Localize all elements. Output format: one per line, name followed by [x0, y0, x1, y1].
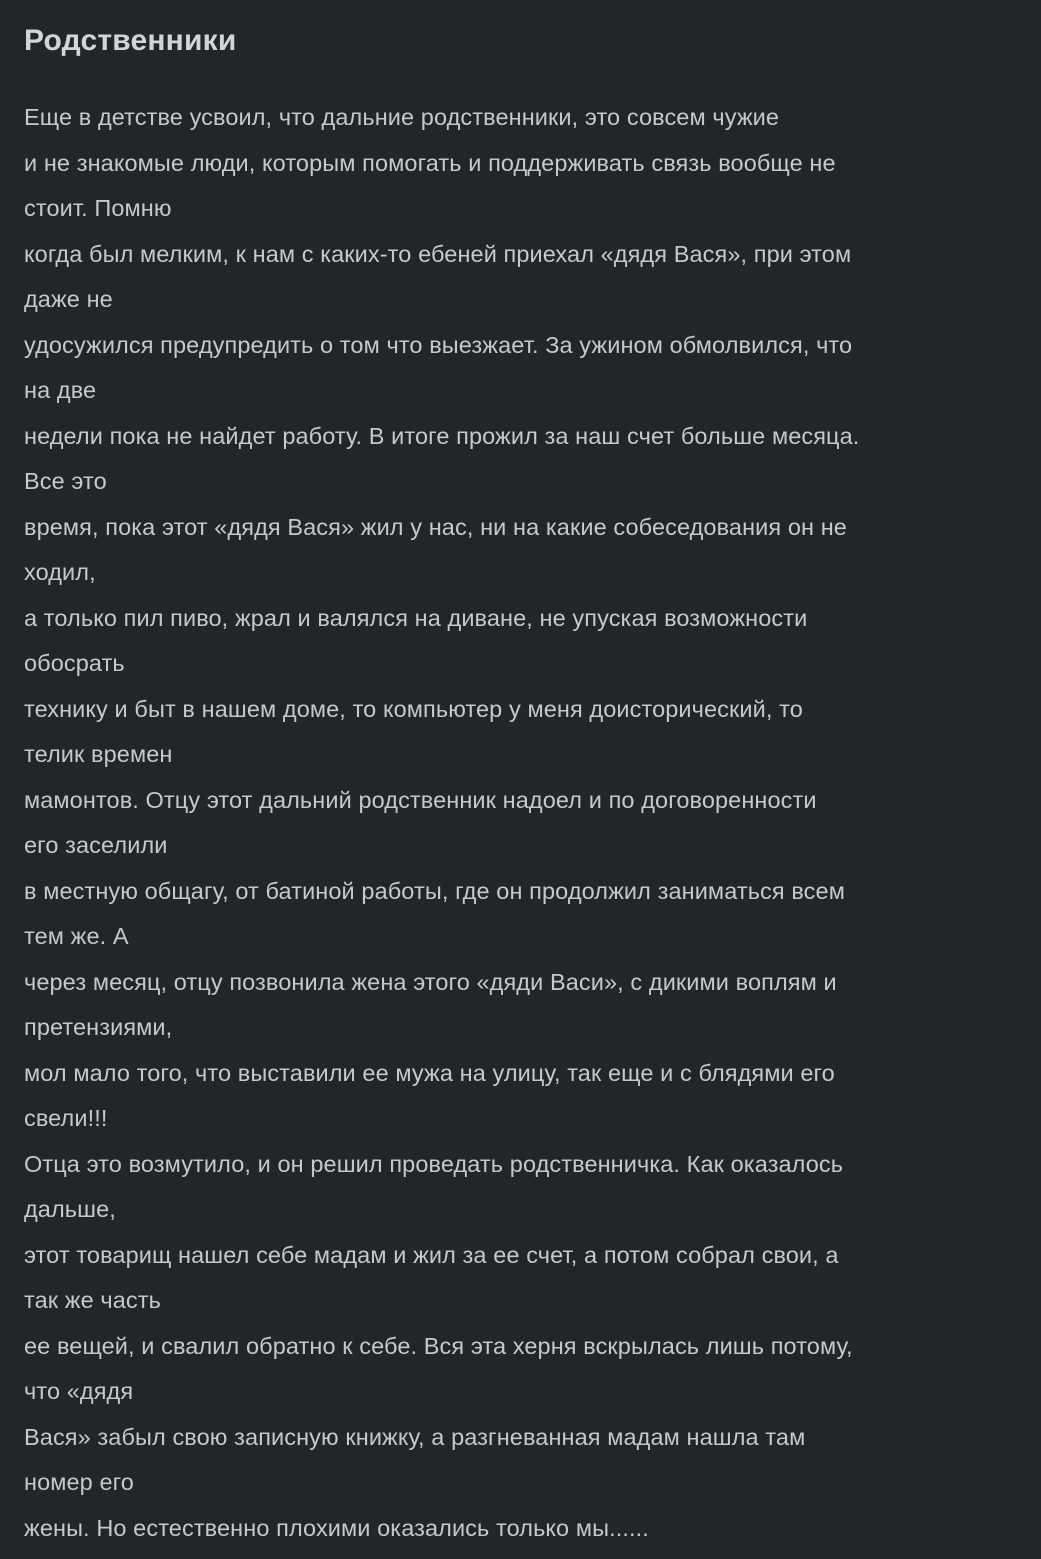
post-text-line: стоит. Помню: [24, 195, 172, 221]
post-text-line: жены. Но естественно плохими оказались только мы......: [24, 1514, 649, 1541]
post-body: [24, 95, 1017, 1551]
post-text-line: Все это: [24, 468, 107, 494]
post-text-line: свели!!!: [24, 1105, 108, 1131]
post-text-line: а только пил пиво, жрал и валялся на диване, не упуская возможности: [24, 604, 808, 631]
post-text-line: в местную общагу, от батиной работы, где он продолжил заниматься всем: [24, 877, 845, 904]
post-text-line: на две: [24, 377, 97, 403]
post-text-line: ходил,: [24, 559, 96, 585]
post-text-line: мол мало того, что выставили ее мужа на улицу, так еще и с блядями его: [24, 1059, 835, 1086]
post-text-line: удосужился предупредить о том что выезжает. За ужином обмолвился, что: [24, 331, 853, 358]
post-title: Родственники: [24, 24, 237, 57]
post-text-line: претензиями,: [24, 1014, 173, 1040]
post-text-line: номер его: [24, 1469, 134, 1495]
post-text-line: этот товарищ нашел себе мадам и жил за ее счет, а потом собрал свои, а: [24, 1241, 839, 1268]
post-text-line: даже не: [24, 286, 113, 312]
post-text-line: Еще в детстве усвоил, что дальние родственники, это совсем чужие: [24, 104, 780, 130]
post-text-line: мамонтов. Отцу этот дальний родственник надоел и по договоренности: [24, 786, 817, 813]
post-text-line: технику и быт в нашем доме, то компьютер у меня доисторический, то: [24, 695, 803, 722]
post-text-line: дальше,: [24, 1196, 116, 1222]
post-text-line: обосрать: [24, 650, 125, 676]
post-text-line: Вася» забыл свою записную книжку, а разгневанная мадам нашла там: [24, 1423, 806, 1450]
post-text-line: время, пока этот «дядя Вася» жил у нас, ни на какие собеседования он не: [24, 513, 847, 540]
post-text-line: Отца это возмутило, и он решил проведать родственничка. Как оказалось: [24, 1150, 844, 1177]
post-text-line: и не знакомые люди, которым помогать и поддерживать связь вообще не: [24, 149, 836, 176]
post-text-line: когда был мелким, к нам с каких-то ебеней приехал «дядя Вася», при этом: [24, 240, 852, 267]
post-text-line: так же часть: [24, 1287, 161, 1313]
post-text-line: недели пока не найдет работу. В итоге прожил за наш счет больше месяца.: [24, 422, 860, 449]
post-text-line: что «дядя: [24, 1378, 134, 1404]
post-text-line: через месяц, отцу позвонила жена этого «дяди Васи», с дикими воплям и: [24, 968, 837, 995]
post-text-line: телик времен: [24, 741, 173, 767]
post-text-line: его заселили: [24, 832, 168, 858]
post-text-line: тем же. А: [24, 923, 129, 949]
post-text-line: ее вещей, и свалил обратно к себе. Вся эта херня вскрылась лишь потому,: [24, 1332, 853, 1359]
